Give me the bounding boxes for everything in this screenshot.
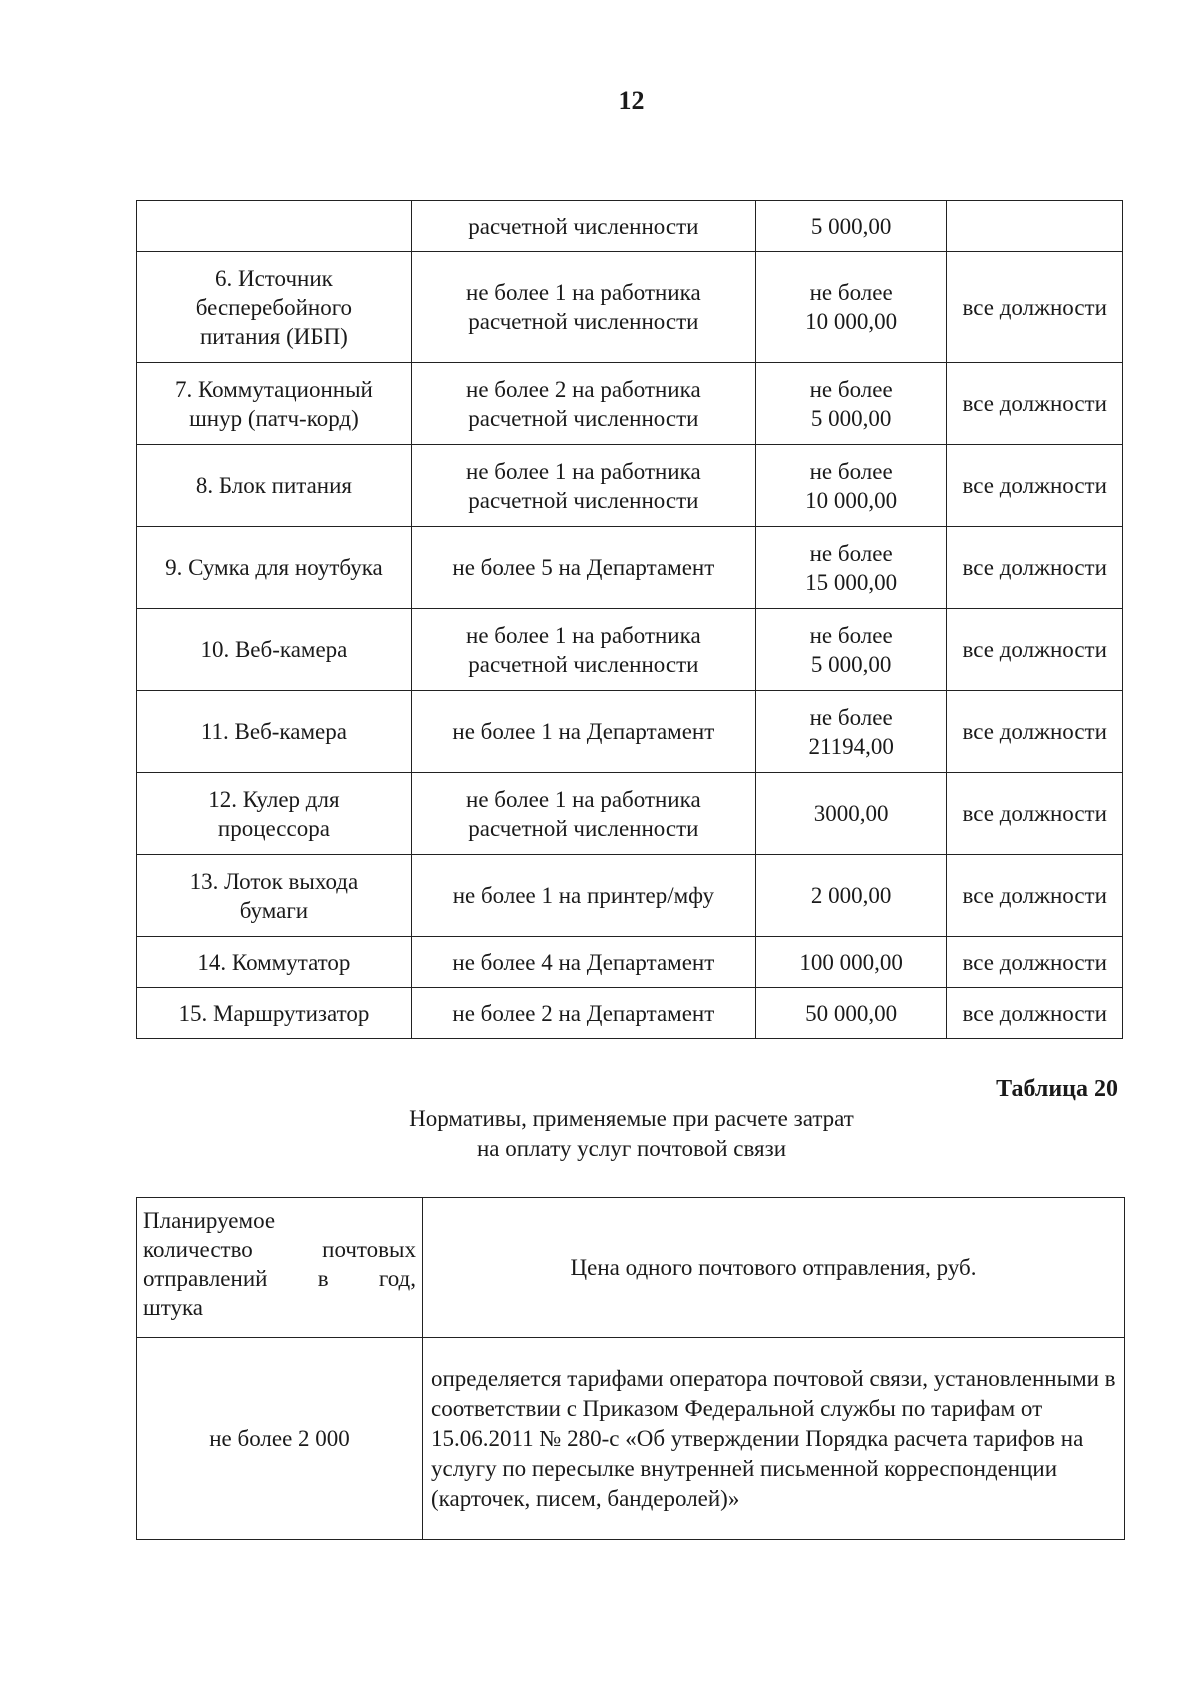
quantity-norm-cell: не более 1 на принтер/мфу xyxy=(411,855,755,937)
table-row xyxy=(137,988,1123,1039)
positions-cell: все должности xyxy=(947,445,1123,527)
table-row xyxy=(137,937,1123,988)
header-planned-quantity xyxy=(137,1198,423,1338)
table-row xyxy=(137,363,1123,445)
table-row xyxy=(137,201,1123,252)
positions-cell: все должности xyxy=(947,937,1123,988)
price-cell: не более 21194,00 xyxy=(755,691,947,773)
table-row xyxy=(137,527,1123,609)
quantity-norm-cell: расчетной численности xyxy=(411,201,755,252)
quantity-norm-cell: не более 2 на Департамент xyxy=(411,988,755,1039)
header-line: штука xyxy=(143,1295,203,1320)
table-row xyxy=(137,609,1123,691)
table-row xyxy=(137,855,1123,937)
quantity-norm-cell: не более 1 на работника расчетной численности xyxy=(411,252,755,363)
item-name-cell: 9. Сумка для ноутбука xyxy=(137,527,412,609)
price-cell: не более 15 000,00 xyxy=(755,527,947,609)
positions-cell: все должности xyxy=(947,252,1123,363)
price-cell: 100 000,00 xyxy=(755,937,947,988)
price-cell: не более 5 000,00 xyxy=(755,609,947,691)
item-name-cell: 11. Веб-камера xyxy=(137,691,412,773)
positions-cell: все должности xyxy=(947,773,1123,855)
table-row xyxy=(137,773,1123,855)
header-line: количество почтовых xyxy=(143,1237,416,1262)
positions-cell: все должности xyxy=(947,691,1123,773)
positions-cell: все должности xyxy=(947,609,1123,691)
header-price: Цена одного почтового отправления, руб. xyxy=(423,1198,1125,1338)
positions-cell: все должности xyxy=(947,363,1123,445)
quantity-norm-cell: не более 1 на работника расчетной численности xyxy=(411,445,755,527)
quantity-norm-cell: не более 1 на работника расчетной численности xyxy=(411,609,755,691)
table-header-row xyxy=(137,1198,1125,1338)
price-cell: 5 000,00 xyxy=(755,201,947,252)
quantity-norm-cell: не более 1 на работника расчетной численности xyxy=(411,773,755,855)
price-cell: 3000,00 xyxy=(755,773,947,855)
item-name-cell: 6. Источник бесперебойного питания (ИБП) xyxy=(137,252,412,363)
item-name-cell: 15. Маршрутизатор xyxy=(137,988,412,1039)
item-name-cell: 14. Коммутатор xyxy=(137,937,412,988)
quantity-norm-cell: не более 4 на Департамент xyxy=(411,937,755,988)
item-name-cell: 12. Кулер для процессора xyxy=(137,773,412,855)
header-line: отправлений в год, xyxy=(143,1266,416,1291)
item-name-cell: 7. Коммутационный шнур (патч-корд) xyxy=(137,363,412,445)
table-row xyxy=(137,445,1123,527)
positions-cell xyxy=(947,201,1123,252)
table-row xyxy=(137,691,1123,773)
table-caption: Нормативы, применяемые при расчете затрат на оплату услуг почтовой связи xyxy=(409,1106,854,1161)
postal-norms-table xyxy=(136,1197,1125,1540)
item-name-cell: 13. Лоток выхода бумаги xyxy=(137,855,412,937)
positions-cell: все должности xyxy=(947,527,1123,609)
planned-quantity-cell: не более 2 000 xyxy=(137,1338,423,1540)
item-name-cell: 8. Блок питания xyxy=(137,445,412,527)
table-number-label: Таблица 20 xyxy=(996,1076,1118,1102)
price-cell: не более 5 000,00 xyxy=(755,363,947,445)
positions-cell: все должности xyxy=(947,855,1123,937)
item-name-cell xyxy=(137,201,412,252)
quantity-norm-cell: не более 5 на Департамент xyxy=(411,527,755,609)
table-row xyxy=(137,1338,1125,1540)
price-description-cell: определяется тарифами оператора почтовой связи, установленными в соответствии с Приказом Федеральной службы по тарифам от 15.06.2011 № 280-с «Об утверждении Порядка расчета тарифов на услугу по пересылке внутренней письменной корреспонденции (карточек, писем, бандеролей)» xyxy=(423,1338,1125,1540)
price-cell: 50 000,00 xyxy=(755,988,947,1039)
positions-cell: все должности xyxy=(947,988,1123,1039)
equipment-norms-table xyxy=(136,200,1123,1039)
page-number: 12 xyxy=(618,86,645,115)
quantity-norm-cell: не более 2 на работника расчетной численности xyxy=(411,363,755,445)
price-cell: не более 10 000,00 xyxy=(755,445,947,527)
price-cell: не более 10 000,00 xyxy=(755,252,947,363)
table-row xyxy=(137,252,1123,363)
quantity-norm-cell: не более 1 на Департамент xyxy=(411,691,755,773)
price-cell: 2 000,00 xyxy=(755,855,947,937)
item-name-cell: 10. Веб-камера xyxy=(137,609,412,691)
header-line: Планируемое xyxy=(143,1208,276,1233)
